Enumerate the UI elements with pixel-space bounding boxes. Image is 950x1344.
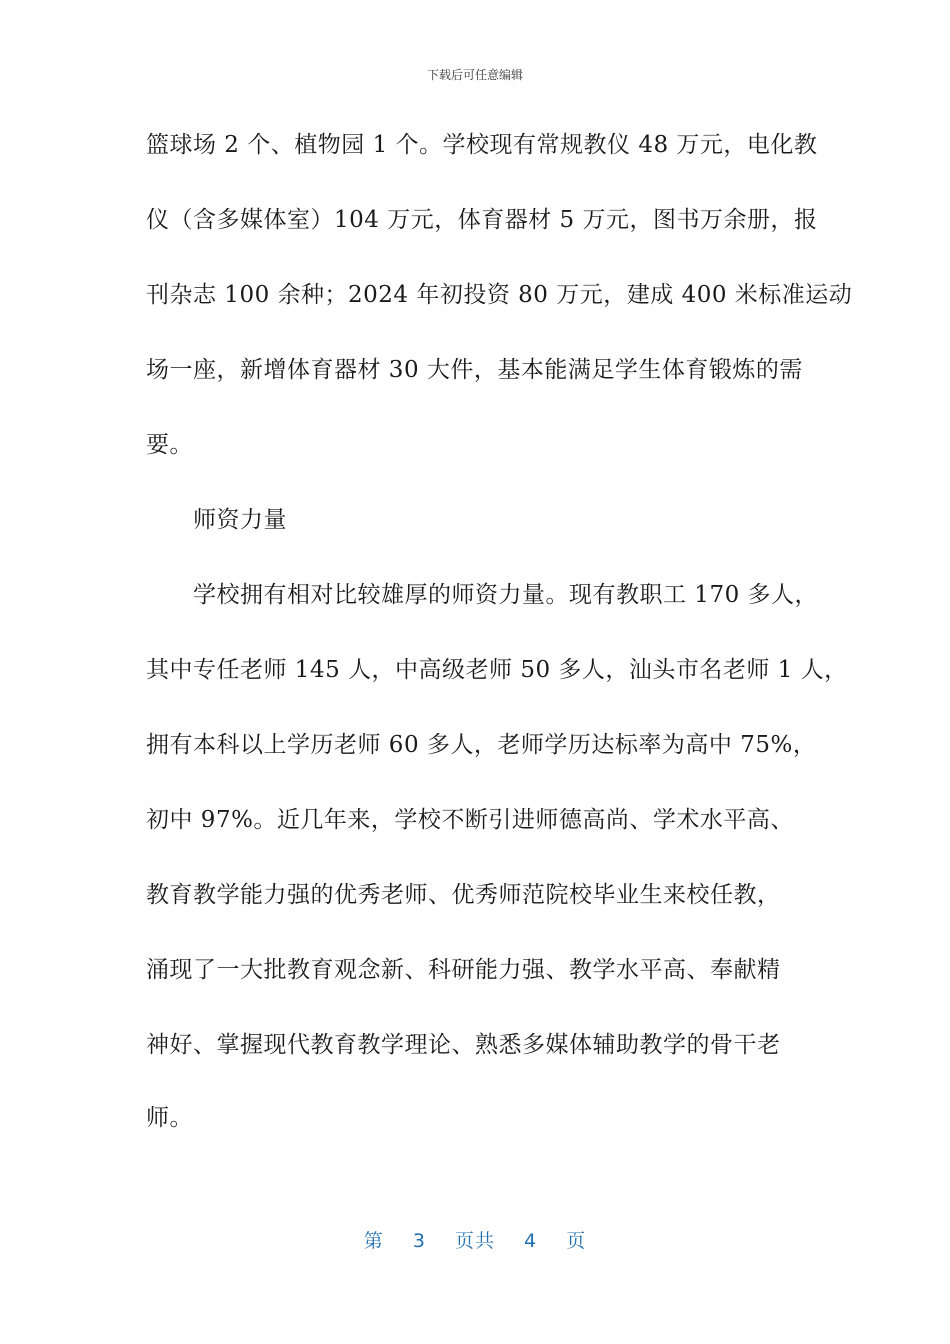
footer-total-pages: 4	[524, 1230, 538, 1252]
paragraph1-line-4: 场一座，新增体育器材 30 大件，基本能满足学生体育锻炼的需	[146, 357, 803, 383]
paragraph2-line-7: 神好、掌握现代教育教学理论、熟悉多媒体辅助教学的骨干老	[146, 1032, 781, 1058]
paragraph2-line-2: 其中专任老师 145 人，中高级老师 50 多人，汕头市名老师 1 人，	[146, 657, 848, 683]
footer-middle: 页共	[454, 1230, 495, 1252]
paragraph2-line-3: 拥有本科以上学历老师 60 多人，老师学历达标率为高中 75%，	[146, 732, 817, 758]
paragraph1-line-3: 刊杂志 100 余种；2024 年初投资 80 万元，建成 400 米标准运动	[146, 282, 853, 308]
page-number-footer	[0, 1226, 950, 1253]
header-note: 下载后可任意编辑	[426, 68, 523, 82]
paragraph2-line-5: 教育教学能力强的优秀老师、优秀师范院校毕业生来校任教，	[146, 882, 781, 908]
footer-prefix: 第	[363, 1230, 384, 1252]
paragraph2-line-6: 涌现了一大批教育观念新、科研能力强、教学水平高、奉献精	[146, 957, 781, 983]
section-heading: 师资力量	[193, 507, 287, 533]
paragraph1-line-5: 要。	[146, 432, 193, 458]
paragraph2-line-4: 初中 97%。近几年来，学校不断引进师德高尚、学术水平高、	[146, 807, 794, 833]
footer-current-page: 3	[412, 1230, 426, 1252]
paragraph1-line-1: 篮球场 2 个、植物园 1 个。学校现有常规教仪 48 万元，电化教	[146, 132, 818, 158]
paragraph1-line-2: 仪（含多媒体室）104 万元，体育器材 5 万元，图书万余册，报	[146, 207, 818, 233]
paragraph2-line-8: 师。	[146, 1105, 193, 1131]
footer-suffix: 页	[566, 1230, 587, 1252]
paragraph2-line-1: 学校拥有相对比较雄厚的师资力量。现有教职工 170 多人，	[193, 582, 819, 608]
